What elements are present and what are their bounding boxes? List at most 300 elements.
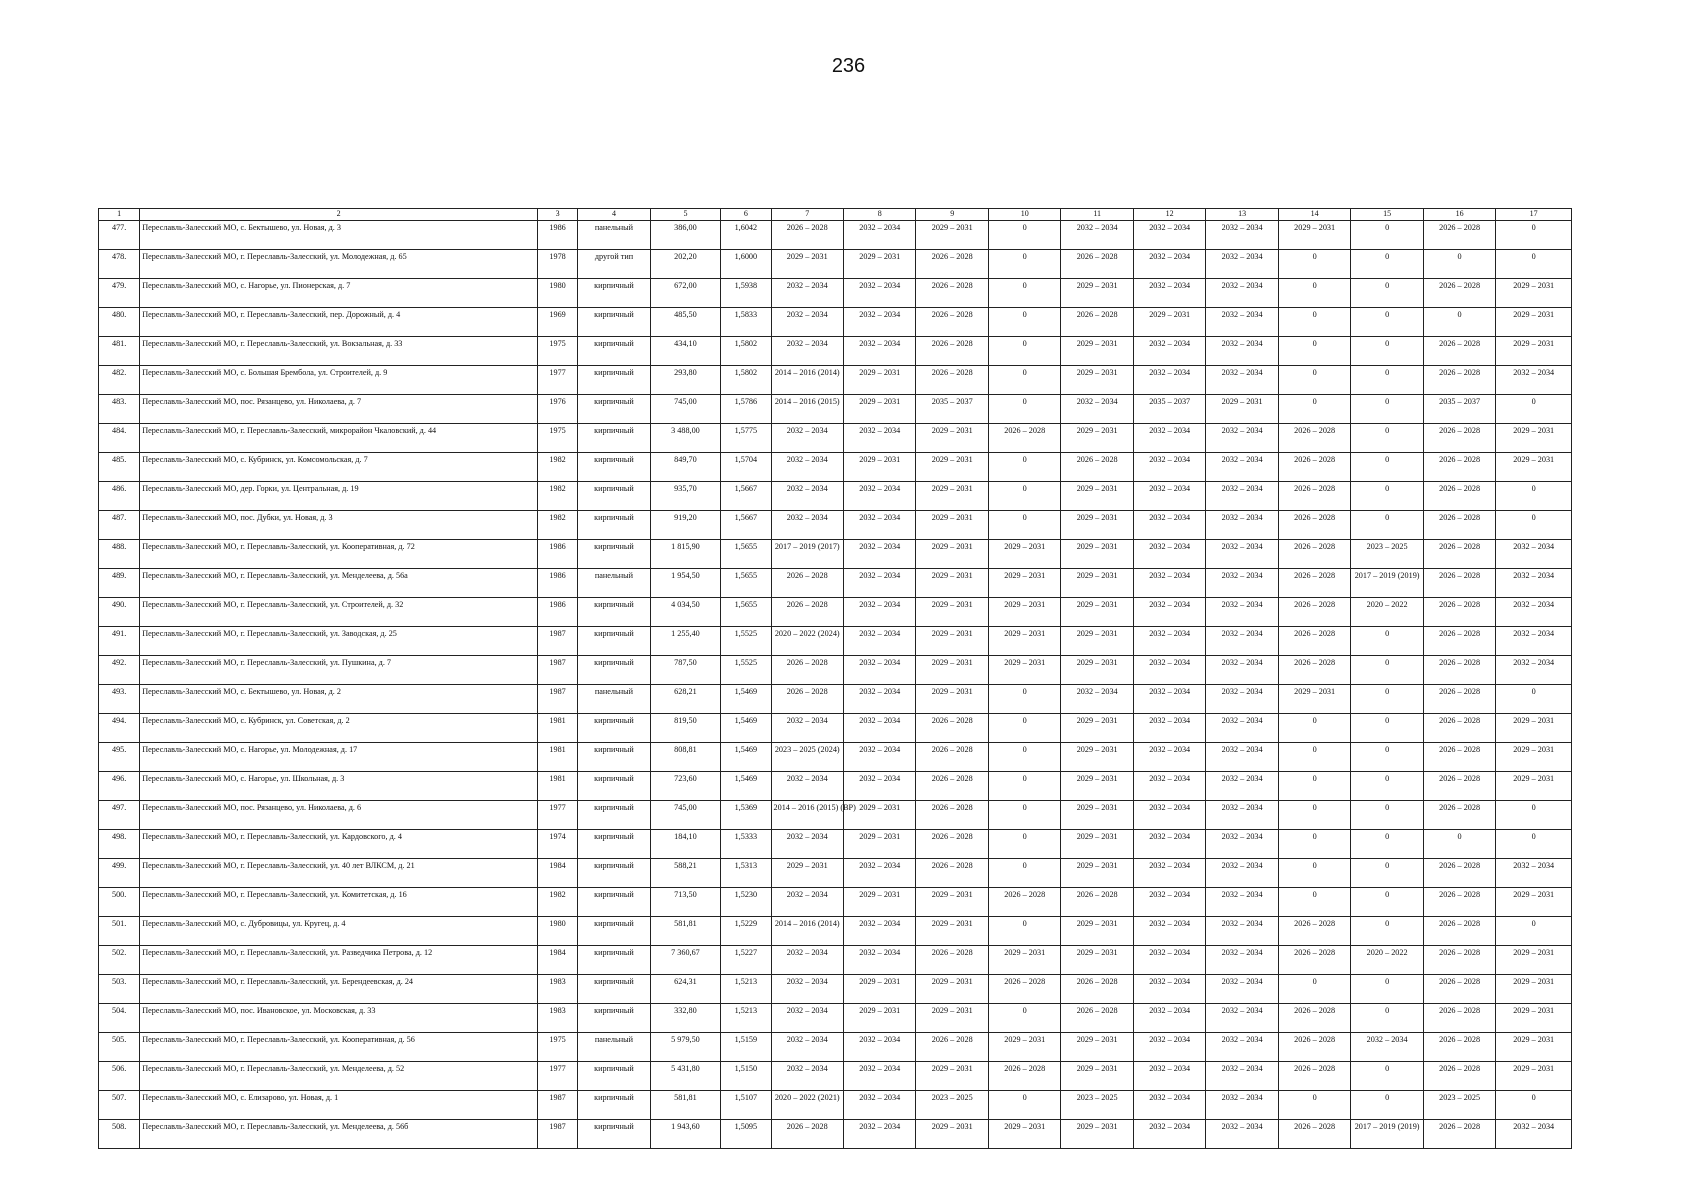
address-cell: Переславль-Залесский МО, с. Нагорье, ул. Молодежная, д. 17 <box>140 743 538 772</box>
table-cell: 2032 – 2034 <box>1133 453 1205 482</box>
table-cell: 0 <box>988 250 1060 279</box>
table-cell: 713,50 <box>650 888 720 917</box>
table-cell: 2026 – 2028 <box>771 598 843 627</box>
table-cell: кирпичный <box>578 511 650 540</box>
table-cell: кирпичный <box>578 772 650 801</box>
column-number-header: 4 <box>578 209 650 221</box>
table-cell: кирпичный <box>578 656 650 685</box>
table-cell: 2023 – 2025 <box>1423 1091 1495 1120</box>
table-cell: 434,10 <box>650 337 720 366</box>
table-cell: 2029 – 2031 <box>843 453 915 482</box>
row-number-cell: 483. <box>99 395 140 424</box>
table-cell: 0 <box>1351 1004 1423 1033</box>
table-cell: 0 <box>1278 337 1350 366</box>
table-cell: 1,5469 <box>721 772 771 801</box>
table-cell: 1,5227 <box>721 946 771 975</box>
table-cell: кирпичный <box>578 830 650 859</box>
table-cell: 2026 – 2028 <box>1423 743 1495 772</box>
table-cell: 0 <box>1351 250 1423 279</box>
table-row <box>99 975 1572 1004</box>
table-row <box>99 801 1572 830</box>
table-cell: 2032 – 2034 <box>1133 656 1205 685</box>
table-cell: 2029 – 2031 <box>1061 540 1133 569</box>
table-cell: кирпичный <box>578 424 650 453</box>
table-cell: 2029 – 2031 <box>843 830 915 859</box>
table-cell: 2032 – 2034 <box>1206 859 1278 888</box>
table-cell: 2026 – 2028 <box>1061 975 1133 1004</box>
row-number-cell: 479. <box>99 279 140 308</box>
table-cell: 2032 – 2034 <box>1133 337 1205 366</box>
column-number-header: 14 <box>1278 209 1350 221</box>
table-cell: 1,5150 <box>721 1062 771 1091</box>
table-cell: 2029 – 2031 <box>1061 1062 1133 1091</box>
table-cell: 2029 – 2031 <box>1061 772 1133 801</box>
table-row <box>99 598 1572 627</box>
table-cell: 2029 – 2031 <box>1133 308 1205 337</box>
table-cell: 2029 – 2031 <box>916 453 988 482</box>
table-cell: 2026 – 2028 <box>1278 569 1350 598</box>
table-cell: 0 <box>1278 714 1350 743</box>
row-number-cell: 492. <box>99 656 140 685</box>
table-cell: 1,5802 <box>721 337 771 366</box>
table-cell: 0 <box>1351 888 1423 917</box>
table-cell: 1982 <box>537 453 577 482</box>
table-cell: 2032 – 2034 <box>1133 221 1205 250</box>
table-cell: 1,6042 <box>721 221 771 250</box>
table-cell: 0 <box>1496 250 1572 279</box>
table-cell: 2014 – 2016 (2014) <box>771 366 843 395</box>
table-cell: панельный <box>578 1033 650 1062</box>
table-cell: 1 815,90 <box>650 540 720 569</box>
address-cell: Переславль-Залесский МО, с. Бектышево, ул. Новая, д. 2 <box>140 685 538 714</box>
table-cell: 0 <box>1278 250 1350 279</box>
table-cell: 2032 – 2034 <box>771 308 843 337</box>
table-row <box>99 511 1572 540</box>
table-cell: 2029 – 2031 <box>1496 453 1572 482</box>
table-cell: 2032 – 2034 <box>843 569 915 598</box>
table-cell: 2032 – 2034 <box>1133 1062 1205 1091</box>
table-cell: 2029 – 2031 <box>1206 395 1278 424</box>
table-cell: 581,81 <box>650 1091 720 1120</box>
table-cell: 2017 – 2019 (2019) <box>1351 569 1423 598</box>
table-cell: 0 <box>1496 221 1572 250</box>
table-cell: 0 <box>1351 1062 1423 1091</box>
table-cell: 2023 – 2025 <box>916 1091 988 1120</box>
address-cell: Переславль-Залесский МО, г. Переславль-Залесский, ул. Пушкина, д. 7 <box>140 656 538 685</box>
table-cell: 2032 – 2034 <box>843 540 915 569</box>
table-cell: 2032 – 2034 <box>1206 656 1278 685</box>
table-cell: 0 <box>988 743 1060 772</box>
table-cell: 1,5525 <box>721 627 771 656</box>
table-cell: 2026 – 2028 <box>1423 540 1495 569</box>
table-cell: 2026 – 2028 <box>1423 714 1495 743</box>
table-cell: 2032 – 2034 <box>1206 366 1278 395</box>
table-cell: 2026 – 2028 <box>916 946 988 975</box>
table-cell: 2032 – 2034 <box>843 308 915 337</box>
table-row <box>99 772 1572 801</box>
table-cell: кирпичный <box>578 308 650 337</box>
table-cell: 2032 – 2034 <box>1133 888 1205 917</box>
table-cell: 2032 – 2034 <box>771 279 843 308</box>
table-cell: 2020 – 2022 (2021) <box>771 1091 843 1120</box>
address-cell: Переславль-Залесский МО, дер. Горки, ул. Центральная, д. 19 <box>140 482 538 511</box>
table-cell: 2026 – 2028 <box>1278 598 1350 627</box>
row-number-cell: 495. <box>99 743 140 772</box>
table-cell: 0 <box>1496 830 1572 859</box>
table-cell: 2032 – 2034 <box>843 656 915 685</box>
table-cell: 0 <box>988 395 1060 424</box>
table-cell: 2029 – 2031 <box>1496 975 1572 1004</box>
table-cell: 2032 – 2034 <box>1206 888 1278 917</box>
table-cell: 1,5938 <box>721 279 771 308</box>
table-cell: 1974 <box>537 830 577 859</box>
table-cell: 2026 – 2028 <box>1278 1062 1350 1091</box>
table-cell: 2026 – 2028 <box>1423 598 1495 627</box>
table-row <box>99 308 1572 337</box>
table-cell: 2029 – 2031 <box>988 627 1060 656</box>
table-cell: 0 <box>1351 221 1423 250</box>
table-cell: 2029 – 2031 <box>916 424 988 453</box>
table-cell: 1987 <box>537 1091 577 1120</box>
table-cell: 2035 – 2037 <box>916 395 988 424</box>
address-cell: Переславль-Залесский МО, пос. Дубки, ул. Новая, д. 3 <box>140 511 538 540</box>
row-number-cell: 482. <box>99 366 140 395</box>
table-cell: 2032 – 2034 <box>1133 743 1205 772</box>
table-cell: 1977 <box>537 366 577 395</box>
address-cell: Переславль-Залесский МО, пос. Рязанцево, ул. Николаева, д. 6 <box>140 801 538 830</box>
table-row <box>99 656 1572 685</box>
table-cell: 2026 – 2028 <box>1423 366 1495 395</box>
table-cell: 2032 – 2034 <box>771 975 843 1004</box>
table-cell: 2026 – 2028 <box>1278 1120 1350 1149</box>
table-cell: 1 954,50 <box>650 569 720 598</box>
table-cell: 2026 – 2028 <box>1423 917 1495 946</box>
table-cell: 0 <box>988 830 1060 859</box>
address-cell: Переславль-Залесский МО, г. Переславль-Залесский, пер. Дорожный, д. 4 <box>140 308 538 337</box>
table-cell: 2029 – 2031 <box>1061 859 1133 888</box>
table-cell: 2026 – 2028 <box>916 830 988 859</box>
table-cell: 2029 – 2031 <box>916 685 988 714</box>
table-cell: 332,80 <box>650 1004 720 1033</box>
table-cell: 1,5525 <box>721 656 771 685</box>
table-cell: 2026 – 2028 <box>1061 250 1133 279</box>
table-cell: 184,10 <box>650 830 720 859</box>
table-cell: 2026 – 2028 <box>1423 1062 1495 1091</box>
row-number-cell: 477. <box>99 221 140 250</box>
table-cell: 2026 – 2028 <box>1423 685 1495 714</box>
table-cell: 1,5313 <box>721 859 771 888</box>
table-row <box>99 1062 1572 1091</box>
table-cell: панельный <box>578 685 650 714</box>
table-cell: 2032 – 2034 <box>1133 598 1205 627</box>
table-cell: 2032 – 2034 <box>1061 395 1133 424</box>
column-number-header: 12 <box>1133 209 1205 221</box>
table-cell: 2032 – 2034 <box>1133 801 1205 830</box>
table-cell: 2029 – 2031 <box>843 1004 915 1033</box>
table-cell: 0 <box>988 1004 1060 1033</box>
table-cell: 2032 – 2034 <box>1206 772 1278 801</box>
table-cell: 2029 – 2031 <box>916 656 988 685</box>
address-cell: Переславль-Залесский МО, пос. Рязанцево, ул. Николаева, д. 7 <box>140 395 538 424</box>
table-cell: 2032 – 2034 <box>1206 453 1278 482</box>
table-cell: 1976 <box>537 395 577 424</box>
table-cell: 2017 – 2019 (2019) <box>1351 1120 1423 1149</box>
table-cell: 849,70 <box>650 453 720 482</box>
table-cell: 745,00 <box>650 801 720 830</box>
table-cell: 2032 – 2034 <box>771 337 843 366</box>
table-cell: 2020 – 2022 <box>1351 598 1423 627</box>
table-cell: 2026 – 2028 <box>916 308 988 337</box>
table-cell: 0 <box>1351 366 1423 395</box>
table-cell: кирпичный <box>578 395 650 424</box>
table-cell: 2029 – 2031 <box>1496 888 1572 917</box>
table-cell: 2026 – 2028 <box>1423 859 1495 888</box>
row-number-cell: 491. <box>99 627 140 656</box>
table-cell: 2026 – 2028 <box>771 569 843 598</box>
table-cell: 2029 – 2031 <box>916 888 988 917</box>
table-cell: 2029 – 2031 <box>988 540 1060 569</box>
table-cell: 293,80 <box>650 366 720 395</box>
table-cell: 2026 – 2028 <box>916 279 988 308</box>
table-cell: 1,5667 <box>721 511 771 540</box>
table-cell: 2026 – 2028 <box>988 424 1060 453</box>
table-cell: 2032 – 2034 <box>1206 337 1278 366</box>
table-cell: 0 <box>1351 1091 1423 1120</box>
row-number-cell: 490. <box>99 598 140 627</box>
table-cell: 2026 – 2028 <box>1423 888 1495 917</box>
table-cell: 2032 – 2034 <box>1133 511 1205 540</box>
column-number-header: 16 <box>1423 209 1495 221</box>
table-cell: 2032 – 2034 <box>1206 801 1278 830</box>
table-cell: кирпичный <box>578 1120 650 1149</box>
table-cell: 3 488,00 <box>650 424 720 453</box>
row-number-cell: 501. <box>99 917 140 946</box>
table-cell: 2032 – 2034 <box>1206 743 1278 772</box>
column-number-header: 17 <box>1496 209 1572 221</box>
table-cell: 2026 – 2028 <box>1423 656 1495 685</box>
table-cell: 2026 – 2028 <box>1423 1004 1495 1033</box>
address-cell: Переславль-Залесский МО, с. Бектышево, ул. Новая, д. 3 <box>140 221 538 250</box>
table-cell: 0 <box>988 1091 1060 1120</box>
table-cell: 0 <box>988 859 1060 888</box>
table-cell: 0 <box>1351 975 1423 1004</box>
table-cell: кирпичный <box>578 482 650 511</box>
table-cell: панельный <box>578 221 650 250</box>
table-cell: 919,20 <box>650 511 720 540</box>
table-cell: 2026 – 2028 <box>1278 540 1350 569</box>
table-cell: 2029 – 2031 <box>1496 946 1572 975</box>
table-cell: 2032 – 2034 <box>1133 569 1205 598</box>
table-cell: 2029 – 2031 <box>1061 424 1133 453</box>
table-cell: 2032 – 2034 <box>843 772 915 801</box>
table-cell: 1,5786 <box>721 395 771 424</box>
table-cell: 2026 – 2028 <box>1278 627 1350 656</box>
table-cell: 2032 – 2034 <box>771 772 843 801</box>
table-cell: 2029 – 2031 <box>1061 337 1133 366</box>
table-cell: 2032 – 2034 <box>1206 250 1278 279</box>
table-cell: 2032 – 2034 <box>843 482 915 511</box>
column-number-header: 7 <box>771 209 843 221</box>
table-cell: 2032 – 2034 <box>771 946 843 975</box>
table-cell: 2029 – 2031 <box>916 1062 988 1091</box>
table-cell: 2029 – 2031 <box>1061 743 1133 772</box>
table-row <box>99 714 1572 743</box>
table-cell: кирпичный <box>578 946 650 975</box>
table-cell: 1,5159 <box>721 1033 771 1062</box>
table-cell: 1982 <box>537 888 577 917</box>
table-cell: 2029 – 2031 <box>1278 221 1350 250</box>
table-cell: 2032 – 2034 <box>1133 482 1205 511</box>
table-cell: 0 <box>988 685 1060 714</box>
table-cell: 0 <box>1496 511 1572 540</box>
table-cell: 2032 – 2034 <box>771 482 843 511</box>
table-cell: 2032 – 2034 <box>1206 830 1278 859</box>
table-cell: 2032 – 2034 <box>1496 656 1572 685</box>
table-cell: 2029 – 2031 <box>1496 1062 1572 1091</box>
table-cell: 2032 – 2034 <box>843 424 915 453</box>
table-cell: 0 <box>1496 917 1572 946</box>
table-cell: кирпичный <box>578 917 650 946</box>
table-cell: 1975 <box>537 337 577 366</box>
table-cell: 0 <box>988 714 1060 743</box>
address-cell: Переславль-Залесский МО, с. Нагорье, ул. Школьная, д. 3 <box>140 772 538 801</box>
row-number-cell: 502. <box>99 946 140 975</box>
table-cell: 2032 – 2034 <box>1061 221 1133 250</box>
table-cell: кирпичный <box>578 366 650 395</box>
table-cell: 2029 – 2031 <box>1061 1120 1133 1149</box>
table-cell: 624,31 <box>650 975 720 1004</box>
table-cell: 0 <box>1351 656 1423 685</box>
table-cell: 2026 – 2028 <box>1278 917 1350 946</box>
table-cell: 1,5833 <box>721 308 771 337</box>
table-cell: 2026 – 2028 <box>916 801 988 830</box>
row-number-cell: 496. <box>99 772 140 801</box>
table-cell: 1,5369 <box>721 801 771 830</box>
table-cell: 2032 – 2034 <box>843 598 915 627</box>
table-cell: 2014 – 2016 (2015) <box>771 395 843 424</box>
table-cell: 2026 – 2028 <box>916 714 988 743</box>
row-number-cell: 480. <box>99 308 140 337</box>
table-cell: 2032 – 2034 <box>843 917 915 946</box>
table-cell: 1982 <box>537 482 577 511</box>
table-cell: 2032 – 2034 <box>1206 598 1278 627</box>
table-cell: 0 <box>1278 975 1350 1004</box>
table-cell: 2029 – 2031 <box>1496 772 1572 801</box>
table-cell: 2029 – 2031 <box>916 627 988 656</box>
table-cell: 2032 – 2034 <box>1496 598 1572 627</box>
table-cell: 0 <box>1423 250 1495 279</box>
table-cell: 2032 – 2034 <box>1206 917 1278 946</box>
table-cell: 2032 – 2034 <box>1206 424 1278 453</box>
table-cell: 2032 – 2034 <box>1206 714 1278 743</box>
table-cell: 2032 – 2034 <box>1496 1120 1572 1149</box>
table-cell: 2026 – 2028 <box>1061 1004 1133 1033</box>
address-cell: Переславль-Залесский МО, г. Переславль-Залесский, ул. 40 лет ВЛКСМ, д. 21 <box>140 859 538 888</box>
table-cell: 1987 <box>537 656 577 685</box>
address-cell: Переславль-Залесский МО, г. Переславль-Залесский, ул. Заводская, д. 25 <box>140 627 538 656</box>
table-cell: 202,20 <box>650 250 720 279</box>
table-cell: 2026 – 2028 <box>1423 1120 1495 1149</box>
table-cell: кирпичный <box>578 743 650 772</box>
table-cell: 1982 <box>537 511 577 540</box>
address-cell: Переславль-Залесский МО, с. Нагорье, ул. Пионерская, д. 7 <box>140 279 538 308</box>
address-cell: Переславль-Залесский МО, г. Переславль-Залесский, ул. Строителей, д. 32 <box>140 598 538 627</box>
table-cell: 581,81 <box>650 917 720 946</box>
table-cell: 2029 – 2031 <box>843 366 915 395</box>
address-cell: Переславль-Залесский МО, г. Переславль-Залесский, ул. Кардовского, д. 4 <box>140 830 538 859</box>
table-row <box>99 830 1572 859</box>
table-cell: 2026 – 2028 <box>1423 946 1495 975</box>
table-cell: 2032 – 2034 <box>843 627 915 656</box>
table-cell: другой тип <box>578 250 650 279</box>
table-cell: 1 943,60 <box>650 1120 720 1149</box>
table-cell: 2032 – 2034 <box>1206 627 1278 656</box>
table-cell: 2032 – 2034 <box>1133 250 1205 279</box>
table-cell: 2029 – 2031 <box>1061 917 1133 946</box>
table-cell: 2023 – 2025 <box>1351 540 1423 569</box>
table-cell: 819,50 <box>650 714 720 743</box>
table-cell: 0 <box>1351 714 1423 743</box>
address-cell: Переславль-Залесский МО, г. Переславль-Залесский, ул. Менделеева, д. 56а <box>140 569 538 598</box>
table-cell: 0 <box>1423 830 1495 859</box>
table-cell: 2026 – 2028 <box>916 1033 988 1062</box>
table-cell: 485,50 <box>650 308 720 337</box>
table-cell: кирпичный <box>578 598 650 627</box>
table-cell: 2032 – 2034 <box>1133 714 1205 743</box>
table-cell: кирпичный <box>578 1062 650 1091</box>
table-row <box>99 221 1572 250</box>
table-cell: 1,5230 <box>721 888 771 917</box>
row-number-cell: 493. <box>99 685 140 714</box>
table-row <box>99 279 1572 308</box>
table-cell: 1986 <box>537 221 577 250</box>
table-cell: 2032 – 2034 <box>1206 946 1278 975</box>
table-cell: кирпичный <box>578 337 650 366</box>
table-cell: 2014 – 2016 (2015) (ВР) <box>771 801 843 830</box>
table-cell: 1,5655 <box>721 540 771 569</box>
table-cell: 2032 – 2034 <box>1496 627 1572 656</box>
row-number-cell: 500. <box>99 888 140 917</box>
column-number-header: 5 <box>650 209 720 221</box>
row-number-cell: 487. <box>99 511 140 540</box>
row-number-cell: 505. <box>99 1033 140 1062</box>
table-cell: 2032 – 2034 <box>1133 627 1205 656</box>
table-cell: 2032 – 2034 <box>1133 685 1205 714</box>
table-cell: 7 360,67 <box>650 946 720 975</box>
table-cell: 1,5704 <box>721 453 771 482</box>
table-cell: 2032 – 2034 <box>843 337 915 366</box>
table-cell: 2029 – 2031 <box>916 569 988 598</box>
table-cell: 2032 – 2034 <box>1133 540 1205 569</box>
table-cell: 1983 <box>537 975 577 1004</box>
table-cell: 2032 – 2034 <box>1496 859 1572 888</box>
table-cell: 1,5469 <box>721 743 771 772</box>
table-cell: 723,60 <box>650 772 720 801</box>
table-cell: 2032 – 2034 <box>1133 1120 1205 1149</box>
column-number-header: 8 <box>843 209 915 221</box>
table-cell: 2029 – 2031 <box>916 598 988 627</box>
row-number-cell: 507. <box>99 1091 140 1120</box>
table-cell: 0 <box>1351 424 1423 453</box>
table-cell: 0 <box>1496 482 1572 511</box>
table-cell: 2026 – 2028 <box>771 685 843 714</box>
table-cell: 2032 – 2034 <box>771 1033 843 1062</box>
table-cell: кирпичный <box>578 859 650 888</box>
table-row <box>99 540 1572 569</box>
table-cell: 2029 – 2031 <box>771 859 843 888</box>
table-cell: 2026 – 2028 <box>1278 453 1350 482</box>
table-cell: 2026 – 2028 <box>1423 511 1495 540</box>
